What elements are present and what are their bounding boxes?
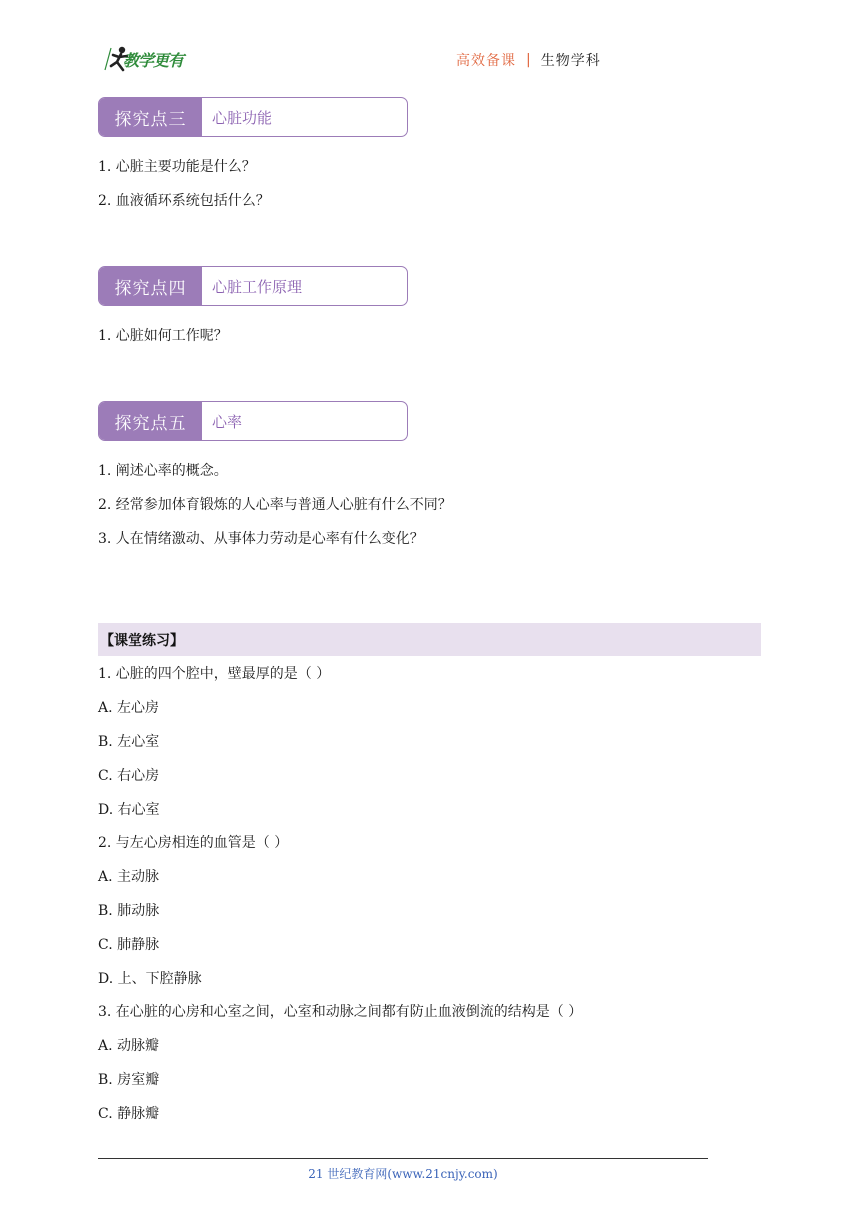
section-label: 探究点五	[99, 402, 202, 440]
logo-text: 教学更有	[123, 51, 184, 70]
practice-option: B. 肺动脉	[98, 903, 160, 919]
practice-option: D. 右心室	[98, 802, 160, 818]
footer-divider	[98, 1158, 708, 1159]
section-tag-3	[98, 97, 408, 137]
header-separator: |	[526, 52, 531, 68]
section-tag-5	[98, 401, 408, 441]
footer-text: 21 世纪教育网(www.21cnjy.com)	[308, 1167, 498, 1181]
section-title: 心脏功能	[212, 108, 273, 127]
question-line: 1. 阐述心率的概念。	[98, 463, 228, 479]
practice-option: B. 左心室	[98, 734, 160, 750]
practice-line: 3. 在心脏的心房和心室之间，心室和动脉之间都有防止血液倒流的结构是（ ）	[98, 1004, 583, 1020]
question-line: 2. 经常参加体育锻炼的人心率与普通人心脏有什么不同？	[98, 497, 452, 513]
practice-line: 1. 心脏的四个腔中，壁最厚的是（ ）	[98, 666, 331, 682]
header-subject-left: 高效备课	[456, 53, 516, 69]
practice-option: C. 肺静脉	[98, 937, 160, 953]
practice-option: D. 上、下腔静脉	[98, 971, 202, 987]
practice-option: C. 右心房	[98, 768, 160, 784]
practice-line: 2. 与左心房相连的血管是（ ）	[98, 835, 289, 851]
practice-option: C. 静脉瓣	[98, 1106, 160, 1122]
section-label: 探究点四	[99, 267, 202, 305]
question-line: 1. 心脏主要功能是什么？	[98, 159, 256, 175]
question-line: 3. 人在情绪激动、从事体力劳动是心率有什么变化？	[98, 531, 424, 547]
practice-option: A. 主动脉	[98, 869, 160, 885]
header-subject-right: 生物学科	[540, 53, 601, 69]
practice-heading: 【课堂练习】	[98, 623, 761, 656]
section-title: 心脏工作原理	[212, 277, 303, 296]
practice-option: A. 动脉瓣	[98, 1038, 160, 1054]
practice-option: A. 左心房	[98, 700, 160, 716]
logo	[103, 44, 233, 74]
question-line: 1. 心脏如何工作呢？	[98, 328, 228, 344]
section-tag-4	[98, 266, 408, 306]
practice-option: B. 房室瓣	[98, 1072, 160, 1088]
section-title: 心率	[212, 412, 243, 431]
question-line: 2. 血液循环系统包括什么？	[98, 193, 270, 209]
header-subject	[456, 50, 601, 70]
section-label: 探究点三	[99, 98, 202, 136]
